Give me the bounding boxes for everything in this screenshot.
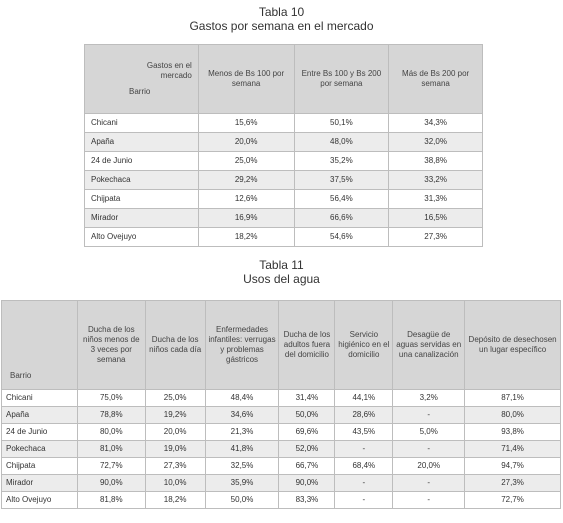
table-row — [85, 133, 483, 152]
barrio-cell: Mirador — [85, 209, 199, 228]
value-cell: 90,0% — [279, 475, 335, 492]
table11 — [1, 300, 561, 509]
value-cell: - — [335, 492, 393, 509]
value-cell: 87,1% — [465, 390, 561, 407]
value-cell: 32,5% — [205, 458, 279, 475]
value-cell: 80,0% — [465, 407, 561, 424]
value-cell: 15,6% — [198, 114, 294, 133]
barrio-cell: Chicani — [85, 114, 199, 133]
barrio-cell: Apaña — [85, 133, 199, 152]
value-cell: 3,2% — [393, 390, 465, 407]
value-cell: 20,0% — [393, 458, 465, 475]
value-cell: 50,0% — [205, 492, 279, 509]
table10-col-header: Más de Bs 200 por semana — [389, 45, 483, 114]
value-cell: 31,4% — [279, 390, 335, 407]
value-cell: - — [335, 475, 393, 492]
table10-col-header: Menos de Bs 100 por semana — [198, 45, 294, 114]
value-cell: 29,2% — [198, 171, 294, 190]
table-row — [2, 492, 561, 509]
value-cell: 69,6% — [279, 424, 335, 441]
barrio-cell: Chijpata — [85, 190, 199, 209]
value-cell: 32,0% — [389, 133, 483, 152]
barrio-cell: Pokechaca — [85, 171, 199, 190]
table10-title — [0, 5, 563, 33]
barrio-cell: Pokechaca — [2, 441, 78, 458]
value-cell: 5,0% — [393, 424, 465, 441]
value-cell: 72,7% — [465, 492, 561, 509]
value-cell: 12,6% — [198, 190, 294, 209]
table11-header-row — [2, 301, 561, 390]
table-row — [85, 209, 483, 228]
table10 — [84, 44, 483, 247]
value-cell: 18,2% — [145, 492, 205, 509]
table-row — [2, 441, 561, 458]
value-cell: 81,0% — [77, 441, 145, 458]
table-row — [2, 424, 561, 441]
table10-title-caption: Gastos por semana en el mercado — [189, 19, 374, 33]
table11-col-header: Ducha de los adultos fuera del domicilio — [279, 301, 335, 390]
value-cell: 21,3% — [205, 424, 279, 441]
value-cell: 48,4% — [205, 390, 279, 407]
value-cell: 71,4% — [465, 441, 561, 458]
value-cell: 43,5% — [335, 424, 393, 441]
value-cell: - — [393, 475, 465, 492]
table11-title-number: Tabla 11 — [259, 258, 304, 272]
value-cell: - — [393, 407, 465, 424]
value-cell: 33,2% — [389, 171, 483, 190]
value-cell: 10,0% — [145, 475, 205, 492]
table-row — [85, 228, 483, 247]
table10-col-header: Entre Bs 100 y Bs 200 por semana — [294, 45, 389, 114]
value-cell: 66,7% — [279, 458, 335, 475]
value-cell: 83,3% — [279, 492, 335, 509]
table-row — [85, 152, 483, 171]
value-cell: 54,6% — [294, 228, 389, 247]
value-cell: 68,4% — [335, 458, 393, 475]
value-cell: 25,0% — [145, 390, 205, 407]
table10-title-number: Tabla 10 — [258, 5, 305, 19]
table-row — [2, 407, 561, 424]
barrio-cell: Apaña — [2, 407, 78, 424]
value-cell: 93,8% — [465, 424, 561, 441]
table-row — [85, 190, 483, 209]
table-row — [85, 171, 483, 190]
table11-col-header: Desagüe de aguas servidas en una canalización — [393, 301, 465, 390]
value-cell: - — [335, 441, 393, 458]
value-cell: 80,0% — [77, 424, 145, 441]
value-cell: 35,9% — [205, 475, 279, 492]
table11-col-header: Depósito de desechosen un lugar específico — [465, 301, 561, 390]
value-cell: 56,4% — [294, 190, 389, 209]
table10-corner-bottom: Barrio — [129, 87, 151, 96]
table10-header-row — [85, 45, 483, 114]
value-cell: 27,3% — [465, 475, 561, 492]
barrio-cell: Alto Ovejuyo — [2, 492, 78, 509]
value-cell: 48,0% — [294, 133, 389, 152]
value-cell: 16,5% — [389, 209, 483, 228]
value-cell: 94,7% — [465, 458, 561, 475]
value-cell: 31,3% — [389, 190, 483, 209]
value-cell: 34,6% — [205, 407, 279, 424]
value-cell: 75,0% — [77, 390, 145, 407]
table11-title — [0, 258, 563, 286]
table-row — [85, 114, 483, 133]
table11-barrio-header: Barrio — [2, 301, 78, 390]
value-cell: 19,0% — [145, 441, 205, 458]
table10-corner-top1: Gastos en el — [146, 61, 192, 70]
value-cell: 35,2% — [294, 152, 389, 171]
value-cell: 50,1% — [294, 114, 389, 133]
barrio-cell: Chijpata — [2, 458, 78, 475]
barrio-cell: 24 de Junio — [85, 152, 199, 171]
value-cell: 18,2% — [198, 228, 294, 247]
value-cell: 41,8% — [205, 441, 279, 458]
table10-corner-top2: mercado — [160, 71, 192, 80]
value-cell: 16,9% — [198, 209, 294, 228]
value-cell: 27,3% — [389, 228, 483, 247]
value-cell: 19,2% — [145, 407, 205, 424]
table11-col-header: Servicio higiénico en el domicilio — [335, 301, 393, 390]
table-row — [2, 390, 561, 407]
table11-col-header: Ducha de los niños menos de 3 veces por semana — [77, 301, 145, 390]
value-cell: 72,7% — [77, 458, 145, 475]
table-row — [2, 458, 561, 475]
table11-title-caption: Usos del agua — [243, 272, 320, 286]
value-cell: 78,8% — [77, 407, 145, 424]
value-cell: 28,6% — [335, 407, 393, 424]
value-cell: 25,0% — [198, 152, 294, 171]
value-cell: 37,5% — [294, 171, 389, 190]
value-cell: 66,6% — [294, 209, 389, 228]
value-cell: 90,0% — [77, 475, 145, 492]
value-cell: 50,0% — [279, 407, 335, 424]
value-cell: 34,3% — [389, 114, 483, 133]
value-cell: 27,3% — [145, 458, 205, 475]
value-cell: 38,8% — [389, 152, 483, 171]
table11-col-header: Enfermedades infantiles: verrugas y problemas gástricos — [205, 301, 279, 390]
barrio-cell: Alto Ovejuyo — [85, 228, 199, 247]
table10-corner-header — [85, 45, 199, 114]
value-cell: 20,0% — [198, 133, 294, 152]
value-cell: 52,0% — [279, 441, 335, 458]
value-cell: 44,1% — [335, 390, 393, 407]
value-cell: - — [393, 492, 465, 509]
value-cell: 81,8% — [77, 492, 145, 509]
barrio-cell: 24 de Junio — [2, 424, 78, 441]
table-row — [2, 475, 561, 492]
barrio-cell: Mirador — [2, 475, 78, 492]
value-cell: 20,0% — [145, 424, 205, 441]
barrio-cell: Chicani — [2, 390, 78, 407]
table11-col-header: Ducha de los niños cada día — [145, 301, 205, 390]
value-cell: - — [393, 441, 465, 458]
